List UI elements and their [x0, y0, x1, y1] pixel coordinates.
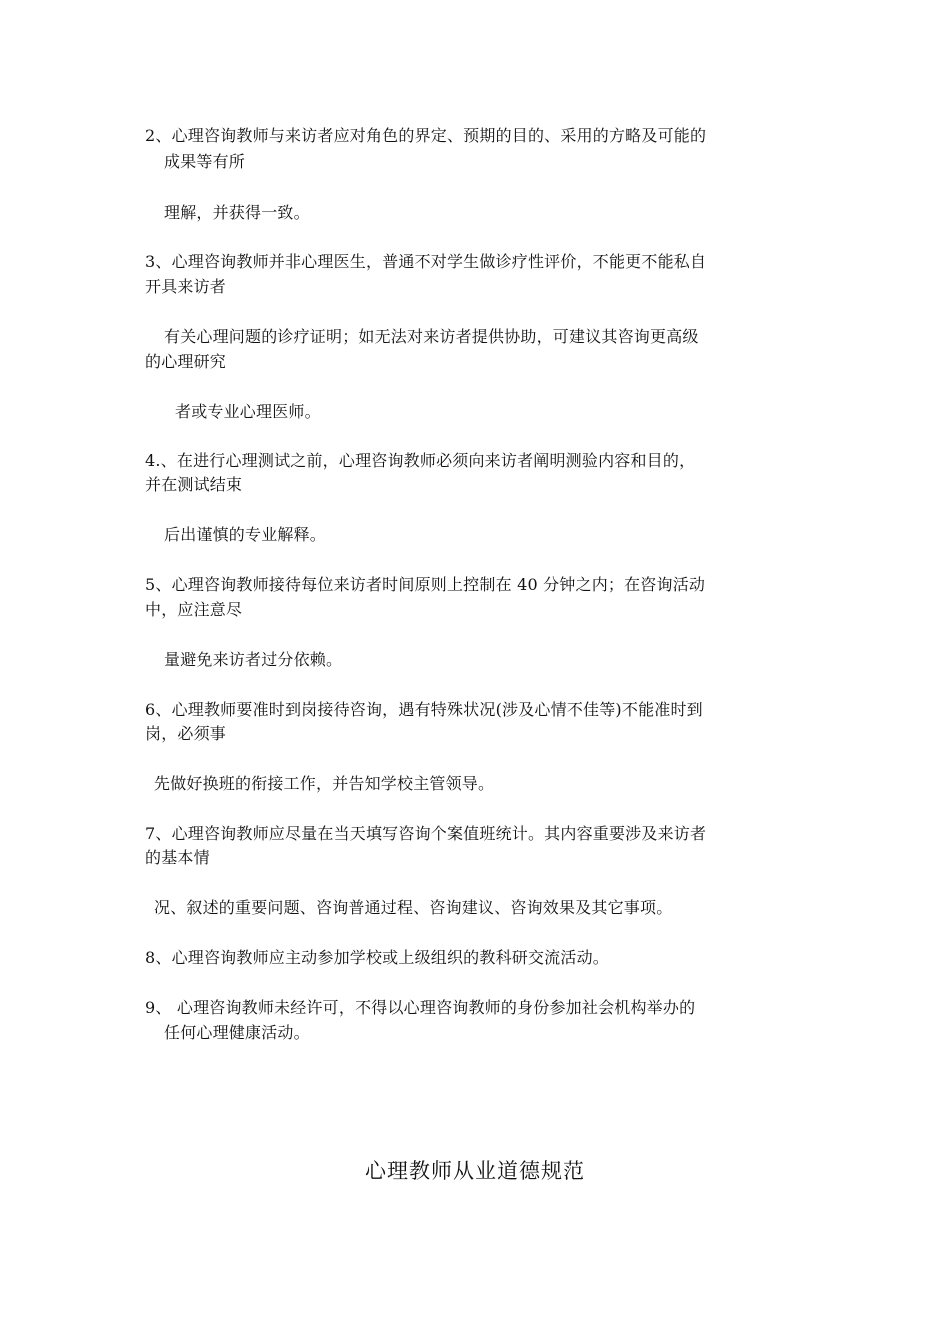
- clause-3-line-5: 者或专业心理医师。: [175, 402, 321, 421]
- clause-9-line-2: 任何心理健康活动。: [164, 1023, 310, 1042]
- clause-3-line-2: 开具来访者: [145, 277, 227, 296]
- clause-7-line-1: 7、心理咨询教师应尽量在当天填写咨询个案值班统计。其内容重要涉及来访者: [145, 824, 707, 843]
- clause-5-line-1: 5、心理咨询教师接待每位来访者时间原则上控制在 40 分钟之内；在咨询活动: [145, 575, 706, 594]
- clause-5-line-3: 量避免来访者过分依赖。: [164, 650, 343, 669]
- clause-2-line-2: 成果等有所: [164, 152, 246, 171]
- clause-4-line-3: 后出谨慎的专业解释。: [164, 525, 327, 544]
- clause-9-line-1: 9、 心理咨询教师未经许可，不得以心理咨询教师的身份参加社会机构举办的: [145, 998, 696, 1017]
- clause-7-line-2: 的基本情: [145, 848, 210, 867]
- clause-7-line-3: 况、叙述的重要问题、咨询普通过程、咨询建议、咨询效果及其它事项。: [154, 898, 673, 917]
- clause-5-line-2: 中，应注意尽: [145, 600, 243, 619]
- clause-6-line-1: 6、心理教师要准时到岗接待咨询，遇有特殊状况(涉及心情不佳等)不能准时到: [145, 700, 703, 719]
- clause-4-line-1: 4.、在进行心理测试之前，心理咨询教师必须向来访者阐明测验内容和目的，: [145, 451, 696, 470]
- clause-4-line-2: 并在测试结束: [145, 475, 243, 494]
- clause-8-line-1: 8、心理咨询教师应主动参加学校或上级组织的教科研交流活动。: [145, 948, 609, 967]
- clause-3-line-4: 的心理研究: [145, 352, 227, 371]
- clause-2-line-1: 2、心理咨询教师与来访者应对角色的界定、预期的目的、采用的方略及可能的: [145, 126, 707, 145]
- clause-3-line-3: 有关心理问题的诊疗证明；如无法对来访者提供协助，可建议其咨询更高级: [164, 327, 699, 346]
- clause-6-line-2: 岗，必须事: [145, 724, 227, 743]
- clause-3-line-1: 3、心理咨询教师并非心理医生，普通不对学生做诊疗性评价，不能更不能私自: [145, 252, 707, 271]
- clause-6-line-3: 先做好换班的衔接工作，并告知学校主管领导。: [154, 774, 495, 793]
- section-title: 心理教师从业道德规范: [365, 1159, 585, 1183]
- clause-2-line-3: 理解，并获得一致。: [164, 203, 310, 222]
